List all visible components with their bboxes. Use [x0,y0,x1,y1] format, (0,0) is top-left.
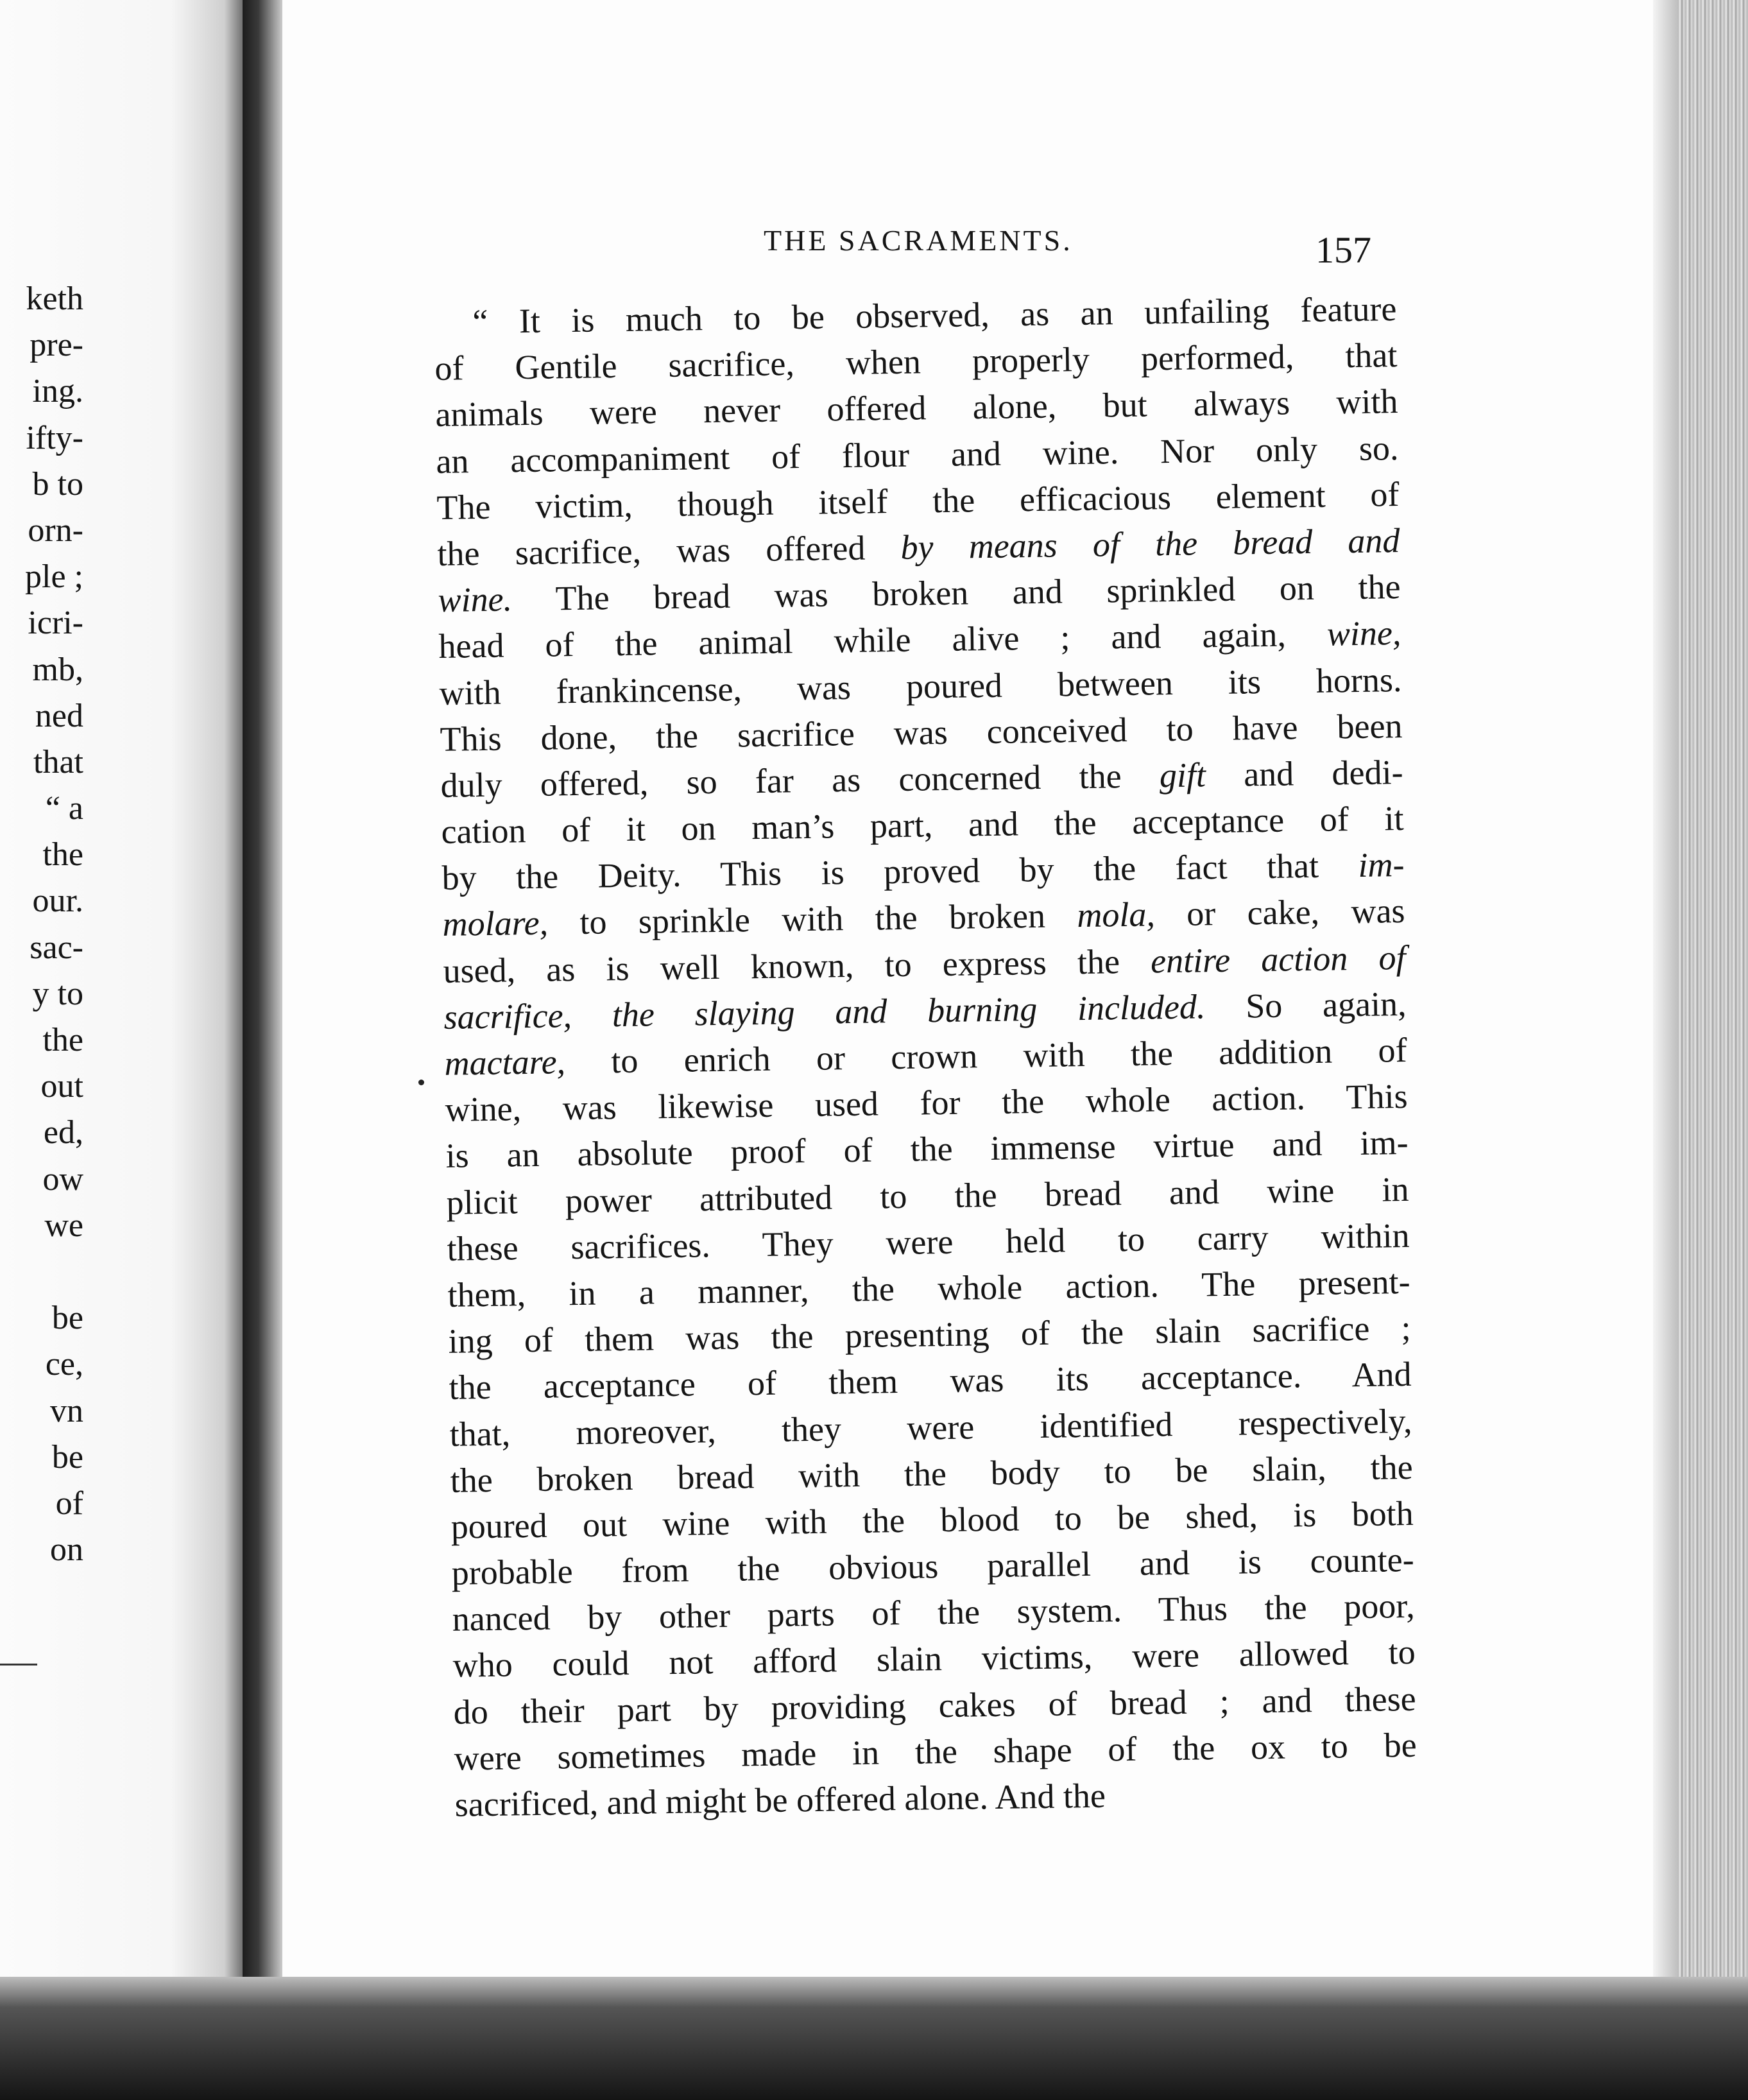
text-segment: head of the animal while alive ; and again, [438,614,1328,666]
text-segment: do their part by providing cakes of bread ; and these [453,1679,1417,1732]
left-fragment-line: be [51,1300,83,1337]
text-segment: by the Deity. This is proved by the fact that [441,846,1358,898]
text-segment: of Gentile sacrifice, when properly performed, that [434,336,1398,388]
left-fragment-line: sac- [30,929,83,966]
text-segment: probable from the obvious parallel and is counte- [451,1540,1414,1592]
text-segment: the acceptance of them was its acceptance. And [449,1355,1412,1407]
left-fragment-line: of [55,1485,83,1522]
text-segment: “ It is much to be observed, as an unfailing feature [472,289,1397,341]
text-segment: the sacrifice, was offered [437,528,901,573]
page-number: 157 [1315,229,1371,271]
left-fragment-line: orn- [28,512,83,549]
left-fragment-line: on [50,1531,83,1569]
text-segment: to sprinkle with the broken [547,896,1077,943]
left-fragment-line: pre- [30,327,83,364]
left-fragment-line: we [44,1207,83,1244]
italic-text: wine, [1326,614,1401,653]
text-segment: used, as is well known, to express the [443,942,1151,990]
left-fragment-line [0,1249,83,1295]
text-segment: animals were never offered alone, but always with [435,382,1398,435]
text-segment: ing of them was the presenting of the slain sacrifice ; [448,1309,1411,1361]
text-segment: with frankincense, was poured between its horns. [439,660,1402,712]
left-fragment-line: our. [32,882,83,920]
text-segment: the broken bread with the body to be slain, the [450,1447,1413,1500]
left-fragment-line: ow [42,1160,83,1198]
text-segment: So again, [1204,984,1407,1026]
italic-text: wine. [438,580,513,620]
left-fragment-line: the [42,1022,83,1058]
book-gutter [243,0,287,2015]
left-fragment-line: ing. [32,373,83,410]
text-segment: an accompaniment of flour and wine. Nor only so. [436,428,1399,481]
text-segment: these sacrifices. They were held to carry within [447,1216,1410,1268]
italic-text: gift [1159,755,1206,795]
italic-text: molare, [442,904,549,944]
italic-text: entire action of [1150,938,1406,981]
text-segment: This done, the sacrifice was conceived to have been [440,706,1403,759]
left-fragment-line: that [33,743,83,780]
text-segment: were sometimes made in the shape of the ox to be [454,1725,1418,1778]
left-fragment-line: be [51,1438,83,1476]
italic-text: mola, [1076,895,1156,935]
text-segment: who could not afford slain victims, were allowed to [452,1633,1416,1685]
left-fragment-line: vn [50,1392,83,1429]
left-page-text-fragments [0,276,83,1573]
text-segment: to enrich or crown with the addition of [565,1030,1407,1081]
left-fragment-line: “ a [45,790,83,827]
page-edges [1653,0,1748,1977]
italic-text: by means of the bread and [900,521,1400,567]
left-fragment-line: ple ; [25,558,83,596]
left-page [0,0,244,1990]
italic-text: im- [1358,845,1405,885]
left-fragment-line: ce, [45,1346,83,1383]
body-text [434,286,1418,1828]
italic-text: sacrifice, the slaying and burning included. [443,987,1206,1037]
text-segment: and dedi- [1205,752,1403,795]
left-fragment-line: b to [32,465,83,503]
text-segment: is an absolute proof of the immense virtue and im- [445,1123,1409,1176]
bottom-shadow [0,1977,1748,2100]
text-segment: sacrificed, and might be offered alone. And the [454,1776,1106,1824]
left-fragment-line: ed, [43,1114,83,1151]
left-fragment-line: icri- [28,605,83,642]
text-segment: plicit power attributed to the bread and wine in [446,1169,1409,1222]
left-fragment-line: mb, [32,651,83,688]
text-segment: wine, was likewise used for the whole action. This [445,1077,1408,1130]
left-fragment-line: ifty- [26,419,83,456]
italic-text: mactare, [444,1042,566,1083]
left-fragment-line: y to [32,975,83,1012]
text-segment: duly offered, so far as concerned the [440,756,1160,805]
left-fragment-line: the [42,836,83,874]
text-segment: that, moreover, they were identified respectively, [449,1401,1412,1454]
left-fragment-line: ned [35,697,83,734]
text-segment: nanced by other parts of the system. Thus the poor, [452,1587,1415,1639]
running-head: THE SACRAMENTS. [764,224,1073,257]
text-segment: The bread was broken and sprinkled on the [511,567,1401,619]
text-segment: poured out wine with the blood to be shed, is both [450,1493,1414,1546]
text-segment: or cake, was [1154,891,1405,934]
left-page-rule [0,1664,37,1665]
left-fragment-line: keth [26,280,83,317]
text-segment: cation of it on man’s part, and the acceptance of it [441,799,1404,851]
text-segment: them, in a manner, the whole action. The present- [447,1262,1410,1314]
text-segment: The victim, though itself the efficacious element of [436,474,1400,527]
stray-mark [418,1080,424,1085]
left-fragment-line: out [40,1068,83,1105]
